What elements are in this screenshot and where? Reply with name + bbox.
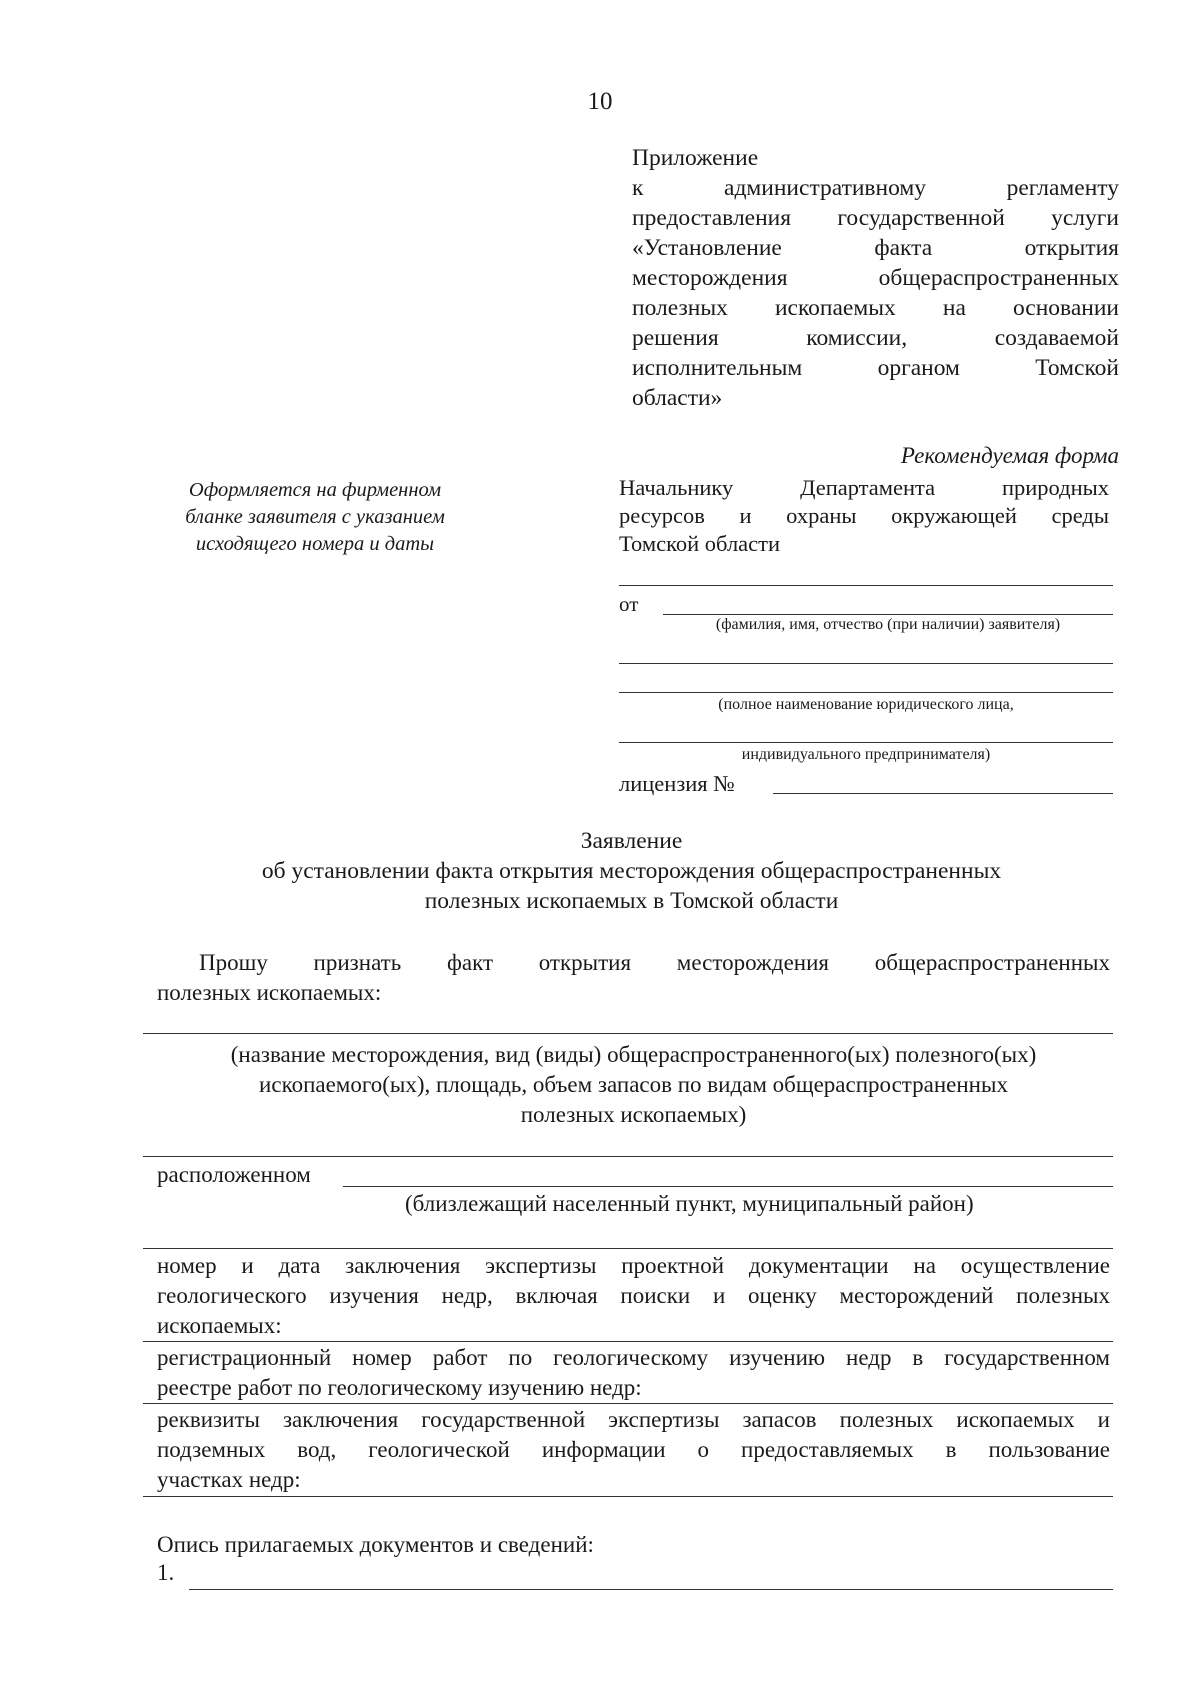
expertise-line: номер и дата заключения экспертизы проектной документации на осуществление xyxy=(157,1253,1110,1278)
registration-field[interactable] xyxy=(143,1403,1113,1404)
appendix-line: месторождения общераспространенных xyxy=(632,265,1119,291)
note-line: Оформляется на фирменном xyxy=(188,479,442,501)
state-expertise-line: участках недр: xyxy=(157,1467,301,1492)
appendix-line: области» xyxy=(632,385,723,411)
legal-name-field[interactable] xyxy=(619,692,1113,693)
expertise-field[interactable] xyxy=(143,1341,1113,1342)
applicant-caption: (фамилия, имя, отчество (при наличии) заявителя) xyxy=(715,616,1061,633)
recipient-line: Томской области xyxy=(619,531,781,556)
location-field[interactable] xyxy=(343,1186,1113,1187)
legal-name-caption: (полное наименование юридического лица, xyxy=(718,696,1014,713)
license-number-field[interactable] xyxy=(773,793,1113,794)
statement-subtitle: об установлении факта открытия месторождения общераспространенных xyxy=(261,858,1002,884)
appendix-title: Приложение xyxy=(632,145,759,171)
request-line: Прошу признать факт открытия месторождения общераспространенных xyxy=(199,950,1110,975)
inventory-item-field[interactable] xyxy=(189,1589,1113,1590)
deposit-caption-line: полезных ископаемых) xyxy=(520,1102,747,1127)
location-extra-field[interactable] xyxy=(143,1248,1113,1249)
appendix-line: полезных ископаемых на основании xyxy=(632,295,1119,321)
statement-title-block xyxy=(0,826,1200,916)
from-label: от xyxy=(619,592,639,616)
recipient-line: Начальнику Департамента природных xyxy=(619,475,1109,500)
expertise-line: ископаемых: xyxy=(157,1313,282,1338)
recommended-form-label: Рекомендуемая форма xyxy=(900,443,1119,468)
statement-title: Заявление xyxy=(580,828,683,854)
page-number: 10 xyxy=(587,88,613,115)
registration-line: регистрационный номер работ по геологическому изучению недр в государственном xyxy=(157,1345,1110,1370)
appendix-line: решения комиссии, создаваемой xyxy=(632,325,1119,351)
license-label: лицензия № xyxy=(619,771,735,796)
deposit-caption-line: (название месторождения, вид (виды) общераспространенного(ых) полезного(ых) xyxy=(230,1042,1037,1067)
expertise-line: геологического изучения недр, включая поиски и оценку месторождений полезных xyxy=(157,1283,1110,1308)
deposit-caption xyxy=(157,1040,1110,1130)
inventory-item-number: 1. xyxy=(157,1560,175,1585)
state-expertise-line: реквизиты заключения государственной экспертизы запасов полезных ископаемых и xyxy=(157,1407,1110,1432)
appendix-header xyxy=(632,143,1119,413)
deposit-field[interactable] xyxy=(143,1033,1113,1034)
entrepreneur-field[interactable] xyxy=(619,742,1113,743)
appendix-line: исполнительным органом Томской xyxy=(632,355,1119,381)
location-caption: (близлежащий населенный пункт, муниципальный район) xyxy=(405,1191,974,1216)
appendix-line: к административному регламенту xyxy=(632,175,1119,201)
from-top-line xyxy=(619,585,1113,586)
recipient-block xyxy=(619,474,1109,558)
appendix-line: «Установление факта открытия xyxy=(632,235,1119,261)
state-expertise-block xyxy=(157,1405,1110,1495)
registration-block xyxy=(157,1343,1110,1403)
request-line: полезных ископаемых: xyxy=(157,980,382,1005)
state-expertise-field[interactable] xyxy=(143,1496,1113,1497)
appendix-line: предоставления государственной услуги xyxy=(632,205,1119,231)
deposit-extra-field[interactable] xyxy=(143,1156,1113,1157)
applicant-extra-field[interactable] xyxy=(619,663,1113,664)
registration-line: реестре работ по геологическому изучению недр: xyxy=(157,1375,642,1400)
expertise-block xyxy=(157,1251,1110,1341)
entrepreneur-caption: индивидуального предпринимателя) xyxy=(741,746,991,763)
request-paragraph xyxy=(157,948,1110,1008)
located-label: расположенном xyxy=(157,1162,311,1187)
note-line: бланке заявителя с указанием xyxy=(185,506,445,528)
letterhead-note xyxy=(150,477,480,558)
statement-subtitle: полезных ископаемых в Томской области xyxy=(424,888,839,914)
recipient-line: ресурсов и охраны окружающей среды xyxy=(619,503,1109,528)
note-line: исходящего номера и даты xyxy=(195,533,435,555)
inventory-label: Опись прилагаемых документов и сведений: xyxy=(157,1532,594,1557)
deposit-caption-line: ископаемого(ых), площадь, объем запасов по видам общераспространенных xyxy=(259,1072,1008,1097)
state-expertise-line: подземных вод, геологической информации о предоставляемых в пользование xyxy=(157,1437,1110,1462)
applicant-name-field[interactable] xyxy=(663,614,1113,615)
